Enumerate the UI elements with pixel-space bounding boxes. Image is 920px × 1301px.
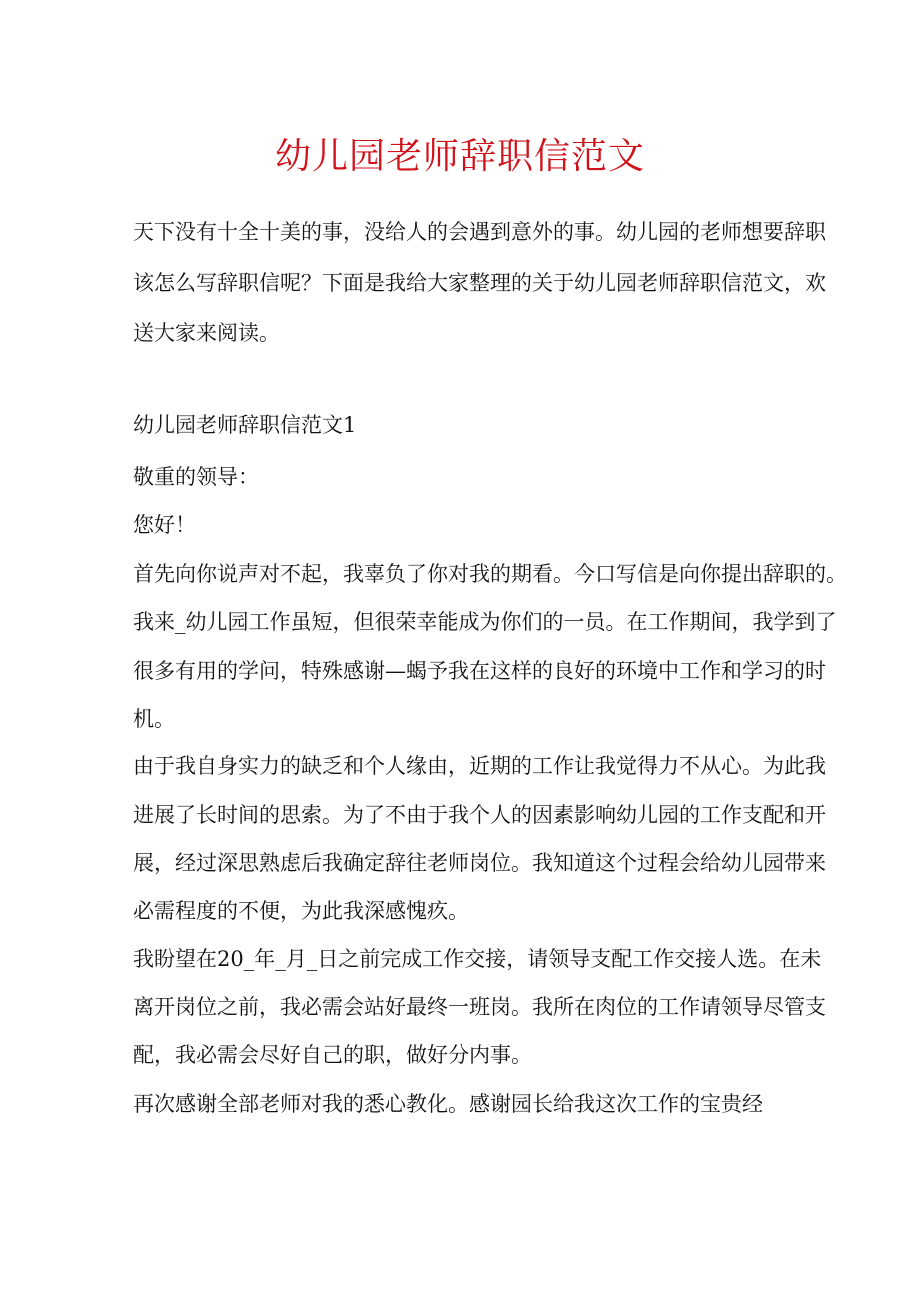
greeting: 您好！ <box>133 513 196 537</box>
paragraph-line: 离开岗位之前，我必需会站好最终一班岗。我所在肉位的工作请领导尽管支 <box>133 995 826 1019</box>
section-heading: 幼儿园老师辞职信范文1 <box>133 413 357 437</box>
paragraph-line: 我来_幼儿园工作虽短，但很荣幸能成为你们的一员。在工作期间，我学到了 <box>133 610 837 634</box>
paragraph-line: 必需程度的不便，为此我深感愧疚。 <box>133 899 469 923</box>
document-title: 幼儿园老师辞职信范文 <box>274 136 645 177</box>
paragraph-line: 展，经过深思熟虑后我确定辞往老师岗位。我知道这个过程会给幼儿园带来 <box>133 851 826 875</box>
paragraph-line: 配，我必需会尽好自己的职，做好分内事。 <box>133 1043 532 1067</box>
paragraph-line: 机。 <box>133 707 175 731</box>
intro-line: 该怎么写辞职信呢？下面是我给大家整理的关于幼儿园老师辞职信范文，欢 <box>133 271 826 295</box>
intro-line: 送大家来阅读。 <box>133 321 280 345</box>
intro-line: 天下没有十全十美的事，没给人的会遇到意外的事。幼儿园的老师想要辞职 <box>133 220 826 244</box>
paragraph-line: 很多有用的学问，特殊感谢—蝎予我在这样的良好的环境中工作和学习的时 <box>133 659 826 683</box>
paragraph-line: 进展了长时间的思索。为了不由于我个人的因素影响幼儿园的工作支配和开 <box>133 803 826 827</box>
paragraph-line: 首先向你说声对不起，我辜负了你对我的期看。今口写信是向你提出辞职的。 <box>133 562 847 586</box>
paragraph-line: 我盼望在20_年_月_日之前完成工作交接，请领导支配工作交接人选。在未 <box>133 947 822 971</box>
paragraph-line: 再次感谢全部老师对我的悉心教化。感谢园长给我这次工作的宝贵经 <box>133 1092 763 1116</box>
paragraph-line: 由于我自身实力的缺乏和个人缘由，近期的工作让我觉得力不从心。为此我 <box>133 754 826 778</box>
salutation: 敬重的领导： <box>133 465 259 489</box>
